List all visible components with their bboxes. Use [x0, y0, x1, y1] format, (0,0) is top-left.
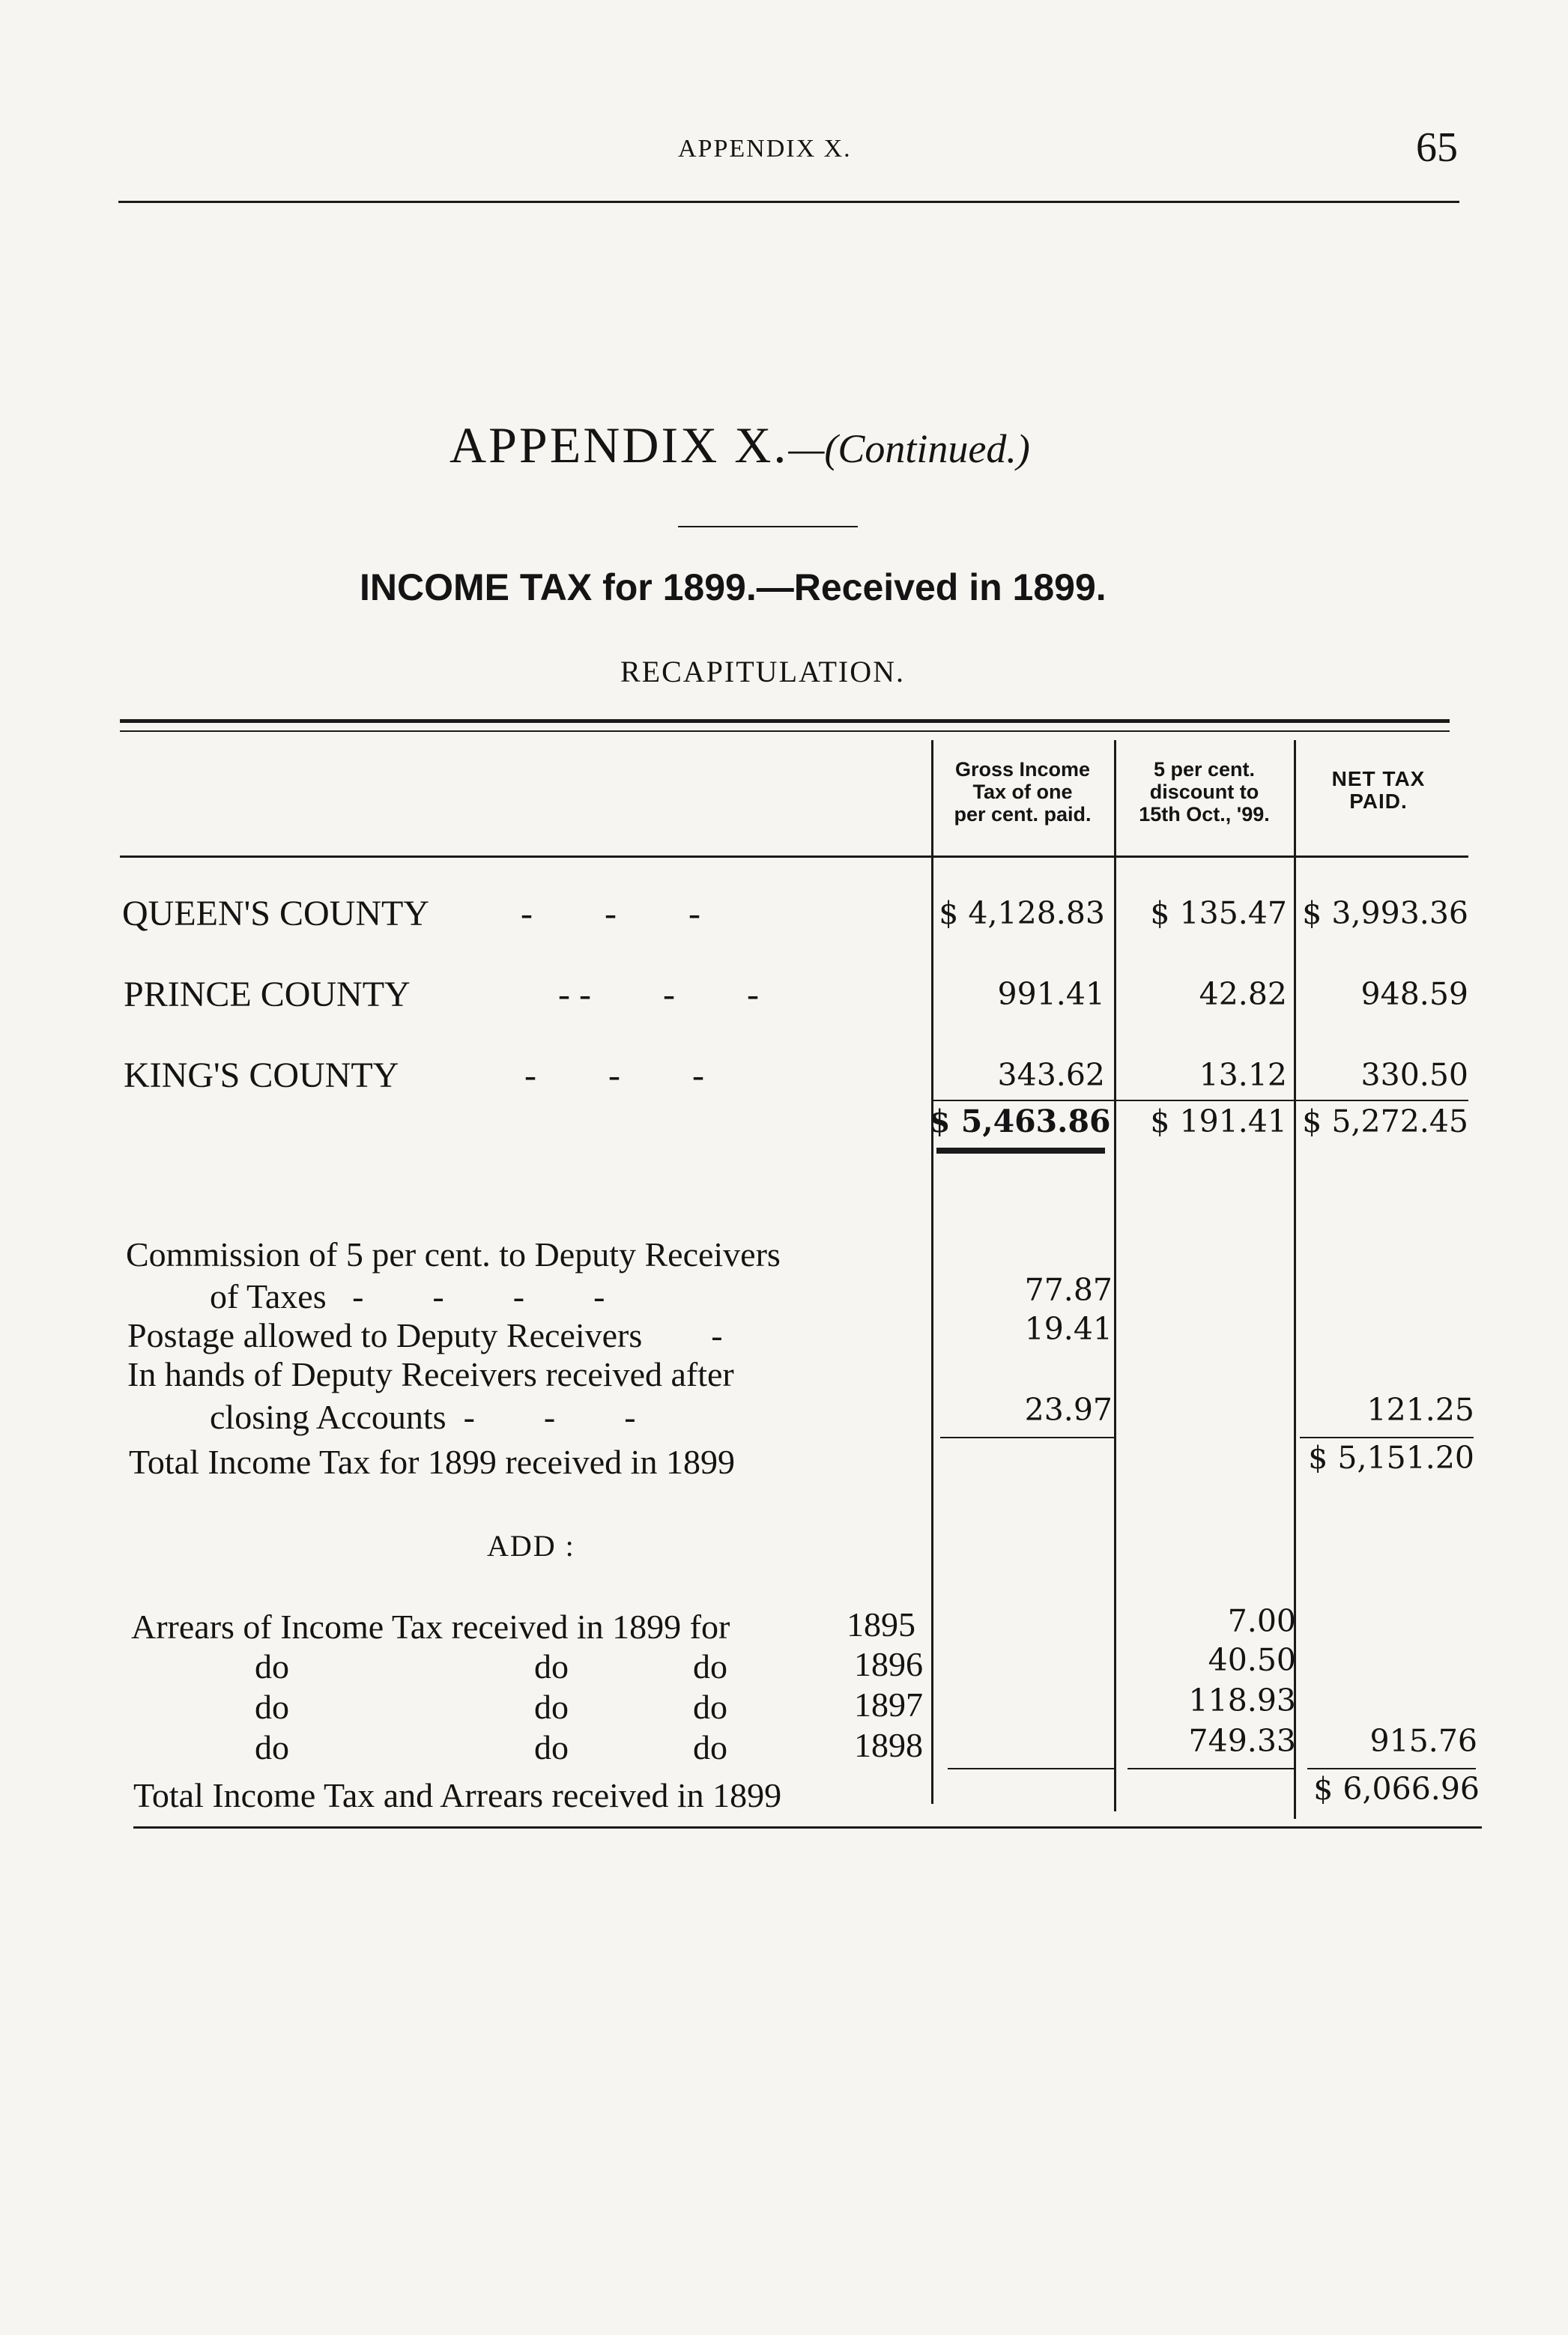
- total-discount: $ 191.41: [1150, 1103, 1287, 1139]
- title-divider: [678, 526, 858, 527]
- arrears-year-1897: 1897: [854, 1686, 923, 1724]
- grand-total-amount: $ 6,066.96: [1313, 1771, 1480, 1807]
- arrears-amount-1895: 7.00: [1227, 1603, 1296, 1639]
- totals-rule: [933, 1100, 1468, 1101]
- header-gross-line1: Gross Income: [954, 758, 1091, 781]
- running-head: APPENDIX X.: [678, 135, 852, 163]
- grand-total-rule-net: [1307, 1768, 1476, 1769]
- header-net-line2: PAID.: [1349, 790, 1408, 813]
- total-income-tax-amount: $ 5,151.20: [1308, 1440, 1474, 1476]
- page-title: [449, 416, 1030, 475]
- prince-discount: 42.82: [1199, 976, 1287, 1012]
- row-label-prince: PRINCE COUNTY: [124, 975, 411, 1014]
- arrears-year-1896: 1896: [854, 1645, 923, 1683]
- grand-total-label: Total Income Tax and Arrears received in 1899: [133, 1776, 782, 1814]
- header-bottom-rule: [120, 855, 1468, 858]
- row-dashes-prince: - - - -: [558, 975, 759, 1014]
- header-discount-line3: 15th Oct., '99.: [1139, 803, 1270, 826]
- header-discount-line1: 5 per cent.: [1153, 758, 1256, 781]
- arrears-do-1897-a: do: [255, 1688, 289, 1726]
- row-label-queens: QUEEN'S COUNTY: [122, 894, 429, 933]
- queens-net: $ 3,993.36: [1302, 895, 1468, 931]
- total-income-tax-label: Total Income Tax for 1899 received in 1899: [129, 1443, 735, 1481]
- arrears-do-1897-b: do: [534, 1688, 569, 1726]
- arrears-do-1898-a: do: [255, 1728, 289, 1766]
- arrears-total: 915.76: [1369, 1723, 1477, 1759]
- arrears-do-1897-c: do: [693, 1688, 727, 1726]
- commission-line1: Commission of 5 per cent. to Deputy Receivers: [126, 1235, 781, 1274]
- header-net-line1: NET TAX: [1331, 767, 1426, 790]
- header-discount: [1116, 758, 1292, 826]
- arrears-do-1896-b: do: [534, 1647, 569, 1686]
- header-gross-line2: Tax of one: [972, 781, 1073, 803]
- arrears-label: Arrears of Income Tax received in 1899 for: [131, 1608, 730, 1646]
- row-dashes-kings: - - -: [524, 1056, 704, 1095]
- commission-line2: of Taxes - - - -: [210, 1277, 605, 1315]
- total-net: $ 5,272.45: [1302, 1103, 1468, 1139]
- total-gross: $ 5,463.86: [929, 1103, 1111, 1139]
- kings-discount: 13.12: [1199, 1057, 1287, 1093]
- header-gross-line3: per cent. paid.: [954, 803, 1092, 826]
- arrears-do-1898-b: do: [534, 1728, 569, 1766]
- prince-net: 948.59: [1360, 976, 1468, 1012]
- row-dashes-queens: - - -: [521, 894, 700, 933]
- table-top-rule-1: [120, 719, 1450, 723]
- arrears-do-1898-c: do: [693, 1728, 727, 1766]
- hands-line1: In hands of Deputy Receivers received after: [127, 1355, 734, 1393]
- arrears-amount-1896: 40.50: [1208, 1642, 1296, 1678]
- arrears-amount-1897: 118.93: [1188, 1683, 1296, 1718]
- deductions-total: 121.25: [1366, 1392, 1474, 1428]
- subtitle: INCOME TAX for 1899.—Received in 1899.: [360, 566, 1107, 608]
- deductions-rule-net: [1300, 1437, 1474, 1438]
- arrears-do-1896-a: do: [255, 1647, 289, 1686]
- grand-total-rule-gross: [948, 1768, 1114, 1769]
- row-label-kings: KING'S COUNTY: [124, 1056, 399, 1095]
- grand-total-rule-discount: [1127, 1768, 1294, 1769]
- arrears-do-1896-c: do: [693, 1647, 727, 1686]
- deductions-rule: [940, 1437, 1116, 1438]
- table-bottom-rule: [133, 1826, 1482, 1829]
- arrears-year-1895: 1895: [847, 1605, 915, 1644]
- add-heading: ADD :: [487, 1529, 575, 1563]
- head-rule: [118, 201, 1459, 203]
- header-gross-income: [933, 758, 1113, 826]
- kings-net: 330.50: [1360, 1057, 1468, 1093]
- section-heading: RECAPITULATION.: [620, 655, 905, 688]
- prince-gross: 991.41: [997, 976, 1105, 1012]
- queens-discount: $ 135.47: [1150, 895, 1287, 931]
- queens-gross: $ 4,128.83: [939, 895, 1105, 931]
- header-discount-line2: discount to: [1149, 781, 1259, 803]
- postage-amount: 19.41: [1024, 1311, 1113, 1347]
- kings-gross: 343.62: [997, 1057, 1105, 1093]
- commission-amount: 77.87: [1024, 1272, 1113, 1308]
- header-net-tax: [1296, 768, 1461, 813]
- arrears-amount-1898: 749.33: [1188, 1723, 1296, 1759]
- hands-amount: 23.97: [1024, 1392, 1113, 1428]
- title-main: APPENDIX X.: [449, 417, 789, 473]
- gross-total-underline: [936, 1148, 1105, 1154]
- title-continued: —(Continued.): [788, 426, 1030, 471]
- page-number: 65: [1416, 124, 1458, 171]
- postage-label: Postage allowed to Deputy Receivers -: [127, 1316, 723, 1354]
- hands-line2: closing Accounts - - -: [210, 1398, 636, 1436]
- table-top-rule-2: [120, 730, 1450, 732]
- arrears-year-1898: 1898: [854, 1726, 923, 1764]
